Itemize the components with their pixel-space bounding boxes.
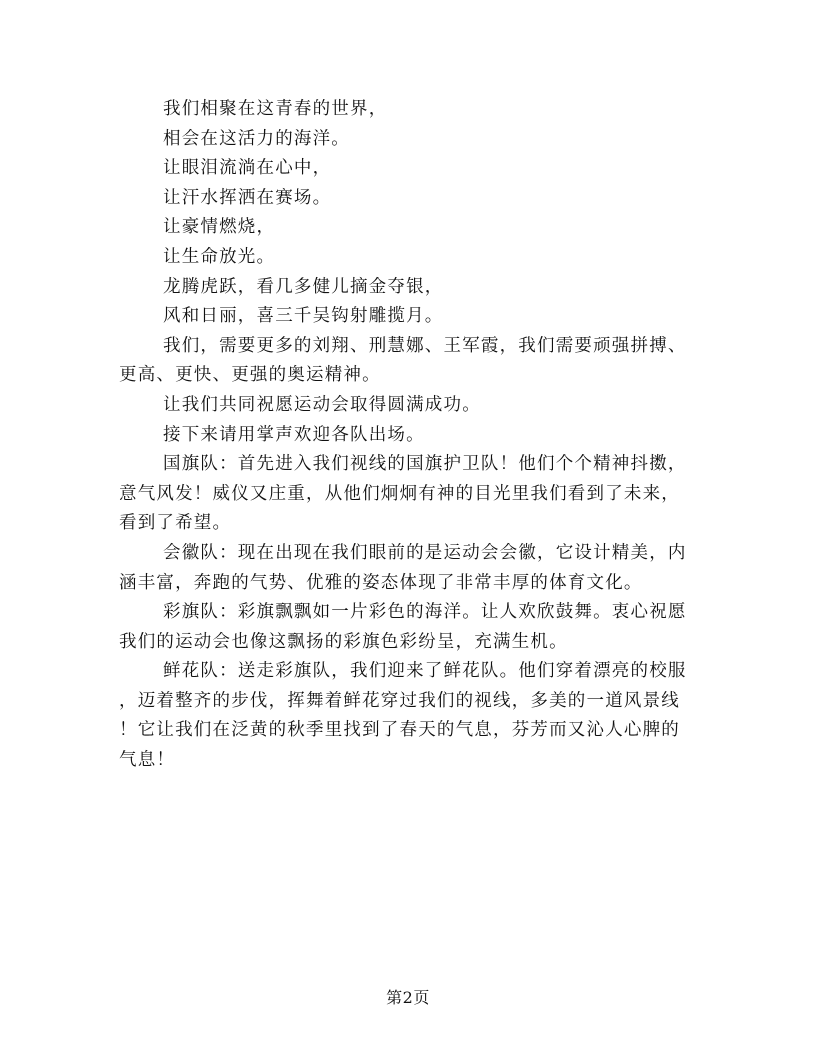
verse-line: 让汗水挥洒在赛场。: [163, 187, 332, 208]
paragraph: [119, 391, 699, 421]
verse-line: 风和日丽，喜三千吴钩射雕揽月。: [163, 306, 444, 327]
paragraph-line: 看到了希望。: [119, 513, 232, 534]
paragraph-line: 会徽队：现在出现在我们眼前的是运动会会徽，它设计精美，内: [163, 542, 687, 563]
paragraph-line: 意气风发！威仪又庄重，从他们炯炯有神的目光里我们看到了未来，: [119, 483, 680, 504]
paragraph: [119, 539, 699, 598]
paragraph-line: 鲜花队：送走彩旗队，我们迎来了鲜花队。他们穿着漂亮的校服: [163, 661, 687, 682]
paragraph-line: 涵丰富，奔跑的气势、优雅的姿态体现了非常丰厚的体育文化。: [119, 572, 643, 593]
paragraph: [119, 450, 699, 539]
paragraph-line: 接下来请用掌声欢迎各队出场。: [163, 424, 425, 445]
verse-line: 让生命放光。: [163, 246, 276, 267]
paragraph: [119, 598, 699, 657]
verse-line: 龙腾虎跃，看几多健儿摘金夺银，: [163, 276, 444, 297]
paragraph-line: 国旗队：首先进入我们视线的国旗护卫队！他们个个精神抖擞，: [163, 454, 687, 475]
paragraph: [119, 332, 699, 391]
paragraph-line: 我们，需要更多的刘翔、刑慧娜、王军霞，我们需要顽强拼搏、: [163, 335, 687, 356]
paragraph-line: ，迈着整齐的步伐，挥舞着鲜花穿过我们的视线，多美的一道风景线: [119, 690, 680, 711]
paragraph-line: ！它让我们在泛黄的秋季里找到了春天的气息，芬芳而又沁人心脾的: [119, 720, 680, 741]
page-number: 第2页: [386, 988, 430, 1007]
paragraph-line: 彩旗队：彩旗飘飘如一片彩色的海洋。让人欢欣鼓舞。衷心祝愿: [163, 602, 687, 623]
paragraph-line: 气息！: [119, 750, 176, 771]
paragraph-line: 我们的运动会也像这飘扬的彩旗色彩纷呈，充满生机。: [119, 631, 568, 652]
paragraph: [119, 657, 699, 775]
document-body: [119, 95, 699, 776]
verse-line: 相会在这活力的海洋。: [163, 128, 350, 149]
verse-line: 让豪情燃烧，: [163, 217, 276, 238]
paragraph: [119, 421, 699, 451]
verse-line: 我们相聚在这青春的世界，: [163, 99, 388, 119]
paragraph-line: 让我们共同祝愿运动会取得圆满成功。: [163, 394, 481, 415]
paragraph-line: 更高、更快、更强的奥运精神。: [119, 365, 381, 386]
verse-line: 让眼泪流淌在心中，: [163, 158, 332, 179]
